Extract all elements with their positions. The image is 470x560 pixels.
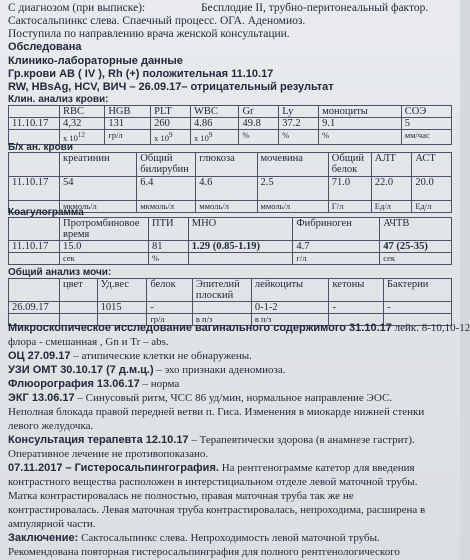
diag-right: Бесплодие II, трубно-перитонеальный фактор. (200, 2, 429, 14)
table-row (9, 253, 452, 265)
coag-unit: г/л (293, 253, 380, 265)
unit-exp: 9 (168, 131, 173, 139)
table-row (9, 106, 452, 118)
hsg-line-2: контрастного вещества расположен в интерстициальном отделе левой маточной трубы. (8, 476, 418, 488)
biochem-unit: ммоль/л (196, 201, 257, 213)
ekg-title: ЭКГ 13.06.17 (8, 392, 75, 404)
oc-rest: – атипические клетки не обнаружены. (70, 350, 252, 362)
biochem-date: 11.10.17 (9, 177, 60, 201)
urine-value (192, 302, 251, 314)
coag-header: ПТИ (149, 218, 189, 241)
cbc-unit (151, 130, 191, 145)
cbc-unit: % (319, 130, 402, 145)
cbc-header: Gr (239, 106, 279, 118)
biochem-header: Общий белок (328, 153, 371, 177)
ekg-line-3: левого желудочка. (8, 420, 94, 432)
flora-line: флора - смешанная , Gn и Tr – abs. (8, 336, 169, 348)
urine-header: цвет (60, 279, 98, 302)
table-row (9, 241, 452, 253)
urine-header: лейкоциты (251, 279, 329, 302)
table-row (9, 177, 452, 201)
coag-value: 81 (149, 241, 189, 253)
urine-value: - (329, 302, 384, 314)
ekg-line-2: Неполная блокада правой передней ветви п. Гиса. Изменения в миокарде нижней стенки (8, 406, 425, 418)
uzi-rest: – эхо признаки аденомиоза. (153, 364, 286, 376)
unit-text: x 10 (63, 132, 78, 143)
cbc-header: HGB (105, 106, 151, 118)
urine-value (60, 302, 98, 314)
urine-unit: в п/з (251, 314, 329, 326)
cbc-unit: % (279, 130, 319, 145)
cbc-header: СОЭ (401, 106, 451, 118)
urine-date: 26.09.17 (9, 302, 60, 314)
unit-exp: 9 (208, 131, 213, 139)
coag-value: 15.0 (60, 241, 149, 253)
biochem-unit: ммоль/л (257, 201, 328, 213)
coag-value: 4.7 (293, 241, 380, 253)
table-row (9, 118, 452, 130)
biochem-value: 71.0 (328, 177, 371, 201)
urine-value: - (147, 302, 193, 314)
blood-group-line: Гр.крови АВ ( IV ), Rh (+) положительная 11.10.17 (8, 68, 274, 80)
coag-unit: сек (60, 253, 149, 265)
hsg-rest: На рентгенограмме катетор для введения (218, 462, 415, 474)
coag-value: 47 (25-35) (380, 241, 452, 253)
cbc-value: 131 (105, 118, 151, 130)
cbc-unit: гр/л (105, 130, 151, 145)
table-row (9, 130, 452, 145)
coag-header: Протромбиновое время (60, 218, 149, 241)
urine-header: Эпителий плоский (192, 279, 251, 302)
cbc-value: 49.8 (239, 118, 279, 130)
urine-unit: в п/з (192, 314, 251, 326)
concl-title: Заключение: (8, 532, 79, 544)
micro-title: Микроскопическое исследование вагинального содержимого 31.10.17 (8, 322, 392, 334)
table-row (9, 218, 452, 241)
urine-header: кетоны (329, 279, 384, 302)
urine-value: 0-1-2 (251, 302, 329, 314)
fluoro-title: Флюорография 13.06.17 (8, 378, 140, 390)
unit-text: x 10 (154, 132, 169, 143)
urine-caption: Общий анализ мочи: (8, 267, 112, 278)
biochem-header: глюкоза (196, 153, 257, 177)
biochem-header: мочевина (257, 153, 328, 177)
cbc-table (8, 105, 452, 145)
hsg-line-5: ампулярной части. (8, 518, 96, 530)
section-clinical-lab: Клинико-лабораторные данные (8, 55, 183, 67)
referral-line: Поступила по направлению врача женской консультации. (8, 28, 290, 40)
biochem-unit: Ед/л (371, 201, 412, 213)
therapist-line (8, 434, 415, 447)
cbc-value: 4.86 (190, 118, 239, 130)
fluoro-rest: – норма (139, 378, 180, 390)
cbc-header: моноциты (319, 106, 402, 118)
coag-date: 11.10.17 (9, 241, 60, 253)
cbc-value: 4,32 (60, 118, 105, 130)
uzi-title: УЗИ ОМТ 30.10.17 (7 д.м.ц.) (8, 364, 154, 376)
table-row (9, 279, 452, 302)
hsg-line-3: Матка контрастировалась не полностью, правая маточная труба так же не (8, 490, 354, 502)
ther-rest: – Терапевтически здорова (в анамнезе гастрит). (188, 434, 415, 446)
biochem-header: Общий билирубин (137, 153, 196, 177)
coag-unit (188, 253, 293, 265)
biochem-header: креатинин (60, 153, 137, 177)
cbc-value: 5 (401, 118, 451, 130)
hsg-line (8, 462, 415, 475)
cbc-header: RBC (60, 106, 105, 118)
micro-rest: лейк. 8-10,10-12 (394, 322, 470, 334)
biochem-unit: мкмоль/л (60, 201, 137, 213)
biochem-value: 22.0 (371, 177, 412, 201)
cbc-value: 260 (151, 118, 191, 130)
coag-unit: % (149, 253, 189, 265)
uzi-line (8, 364, 285, 377)
biochem-header: АСТ (412, 153, 452, 177)
coag-caption: Коагулограмма (8, 207, 84, 218)
cbc-value: 37.2 (279, 118, 319, 130)
biochem-value: 20.0 (412, 177, 452, 201)
coag-value: 1.29 (0.85-1.19) (188, 241, 293, 253)
section-examined: Обследована (8, 41, 82, 53)
cbc-value: 9.1 (319, 118, 402, 130)
coag-table (8, 217, 452, 265)
urine-value: 1015 (97, 302, 147, 314)
urine-table (8, 278, 452, 326)
diagnosis-header-line (8, 2, 428, 15)
urine-header: белок (147, 279, 193, 302)
urine-header: Уд.вес (97, 279, 147, 302)
operative-line: Оперативное лечение не противопоказано. (8, 448, 209, 460)
cbc-unit: мм/час (401, 130, 451, 145)
coag-unit: сек (380, 253, 452, 265)
coag-header: Фибриноген (293, 218, 380, 241)
microscopy-line (8, 322, 470, 335)
rw-line: RW, HBsAg, HCV, ВИЧ – 26.09.17– отрицательный результат (8, 81, 334, 93)
biochem-table (8, 152, 452, 213)
urine-unit: гр/л (147, 314, 193, 326)
oc-line (8, 350, 252, 363)
biochem-caption: Б/х ан. крови (8, 142, 73, 153)
urine-value: - (384, 302, 452, 314)
cbc-header: WBC (190, 106, 239, 118)
cbc-caption: Клин. анализ крови: (8, 94, 109, 105)
biochem-value: 6.4 (137, 177, 196, 201)
cbc-unit (190, 130, 239, 145)
coag-header: МНО (188, 218, 293, 241)
biochem-value: 54 (60, 177, 137, 201)
diag-left: С диагнозом (при выписке): (8, 2, 146, 14)
biochem-value: 2.5 (257, 177, 328, 201)
table-row (9, 153, 452, 177)
coag-header: АЧТВ (380, 218, 452, 241)
unit-exp: 12 (77, 131, 85, 139)
fluoro-line (8, 378, 179, 391)
concl-rest: Сактосальпинкс слева. Непроходимость левой маточной трубы. (78, 532, 380, 544)
biochem-unit: Г/л (328, 201, 371, 213)
cbc-date: 11.10.17 (9, 118, 60, 130)
cbc-header: PLT (151, 106, 191, 118)
ekg-rest: – Синусовый ритм, ЧСС 86 уд/мин, нормальное направление ЭОС. (74, 392, 393, 404)
unit-text: x 10 (193, 132, 209, 143)
oc-title: ОЦ 27.09.17 (8, 350, 71, 362)
ther-title: Консультация терапевта 12.10.17 (8, 434, 189, 446)
hsg-line-4: контрастировалась. Левая маточная труба контрастировалась, непроходима, расширена в (8, 504, 426, 516)
ekg-line (8, 392, 392, 405)
cbc-header: Ly (279, 106, 319, 118)
conclusion-line (8, 532, 380, 545)
biochem-unit: Ед/л (412, 201, 452, 213)
biochem-header: АЛТ (371, 153, 412, 177)
diagnosis-line-2: Сактосальпинкс слева. Спаечный процесс. ОГА. Аденомиоз. (8, 15, 306, 27)
table-row (9, 302, 452, 314)
urine-header: Бактерии (384, 279, 452, 302)
biochem-unit: мкмоль/л (137, 201, 196, 213)
cbc-unit: % (239, 130, 279, 145)
hsg-title: 07.11.2017 – Гистеросальпингография. (8, 462, 219, 474)
recommend-line: Рекомендована повторная гистеросальпинграфия для полного рентгенологического (8, 546, 400, 558)
biochem-value: 4.6 (196, 177, 257, 201)
